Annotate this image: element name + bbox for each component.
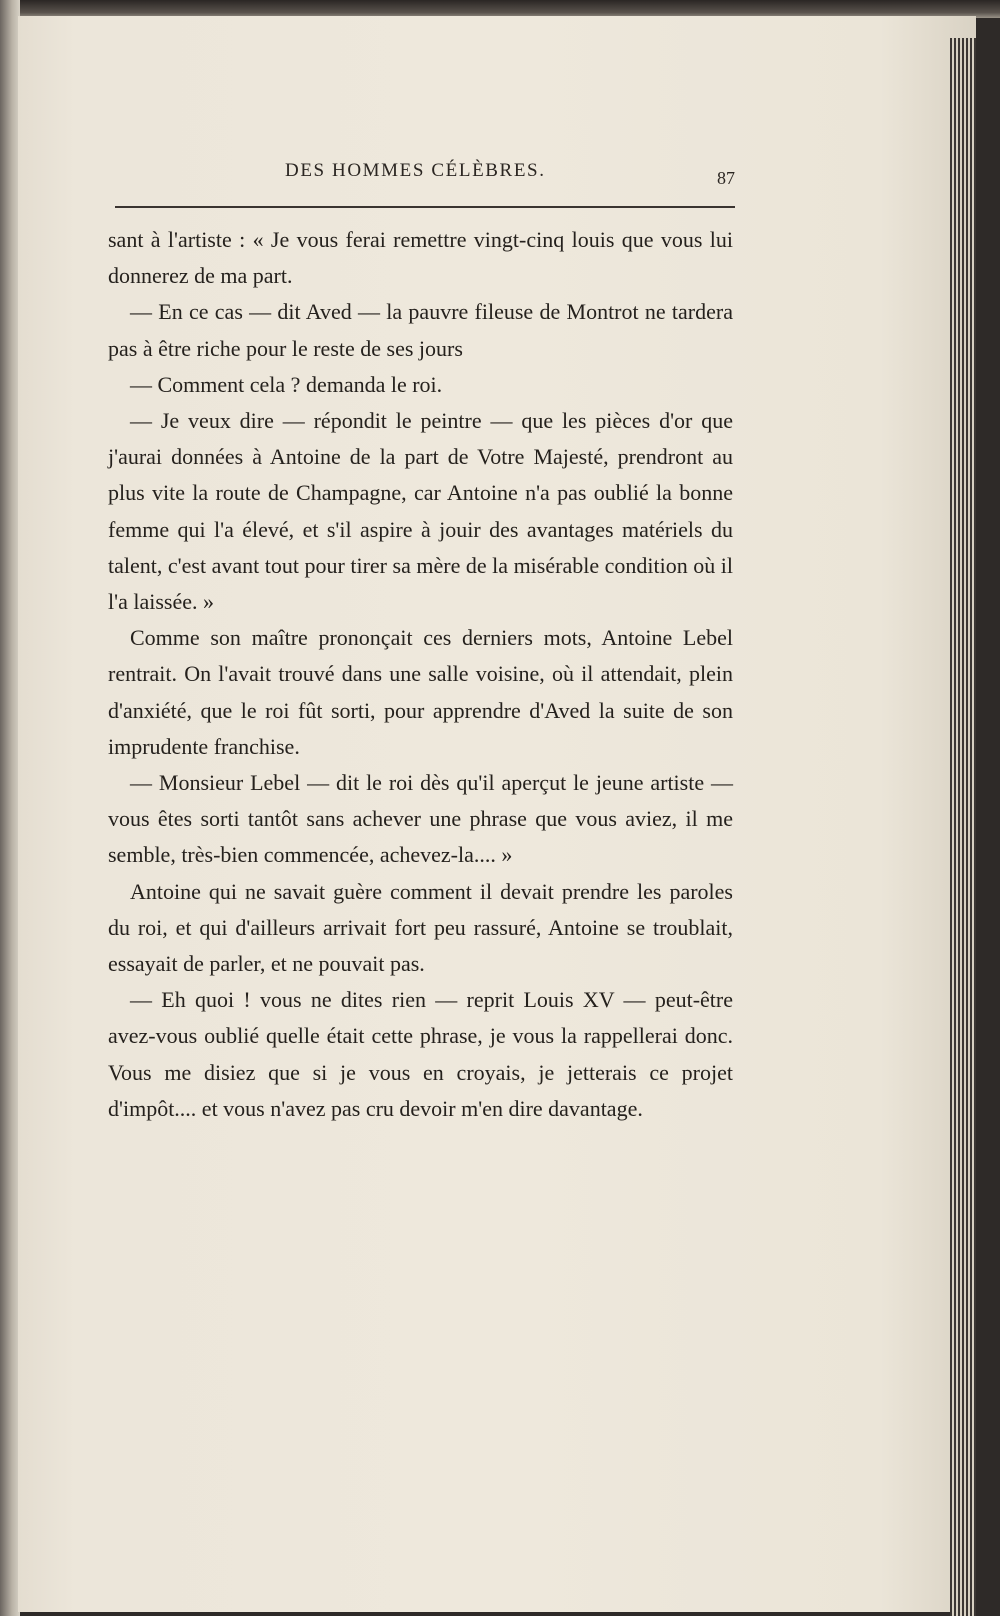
body-text [108,222,733,1127]
running-head: DES HOMMES CÉLÈBRES. [285,160,546,181]
page-stack-edge [950,38,976,1616]
paragraph: — Eh quoi ! vous ne dites rien — reprit Louis XV — peut-être avez-vous oublié quelle était cette phrase, je vous la rappellerai donc. Vous me disiez que si je vous en croyais, je jetterais ce projet d'impôt.... et vous n'avez pas cru devoir m'en dire davantage. [108,987,733,1121]
paragraph: sant à l'artiste : « Je vous ferai remettre vingt-cinq louis que vous lui donnerez de ma part. [108,227,733,289]
paragraph: — Je veux dire — répondit le peintre — que les pièces d'or que j'aurai données à Antoine de la part de Votre Majesté, prendront au plus vite la route de Champagne, car Antoine n'a pas oublié la bonne femme qui l'a élevé, et s'il aspire à jouir des avantages matériels du talent, c'est avant tout pour tirer sa mère de la misérable condition où il l'a laissée. » [108,408,733,615]
page-number: 87 [717,168,735,188]
paragraph: Antoine qui ne savait guère comment il devait prendre les paroles du roi, et qui d'ailleurs arrivait fort peu rassuré, Antoine se troublait, essayait de parler, et ne pouvait pas. [108,878,733,977]
paragraph: — En ce cas — dit Aved — la pauvre fileuse de Montrot ne tardera pas à être riche pour le reste de ses jours [108,299,733,361]
page-header [115,160,735,194]
paragraph: — Comment cela ? demanda le roi. [130,371,443,397]
paragraph: Comme son maître prononçait ces derniers mots, Antoine Lebel rentrait. On l'avait trouvé dans une salle voisine, où il attendait, plein d'anxiété, que le roi fût sorti, pour apprendre d'Aved la suite de son imprudente franchise. [108,625,733,759]
paragraph: — Monsieur Lebel — dit le roi dès qu'il aperçut le jeune artiste — vous êtes sorti tantôt sans achever une phrase que vous aviez, il me semble, très-bien commencée, achevez-la.... » [108,770,733,868]
binding-edge [0,0,20,1616]
header-rule [115,206,735,208]
